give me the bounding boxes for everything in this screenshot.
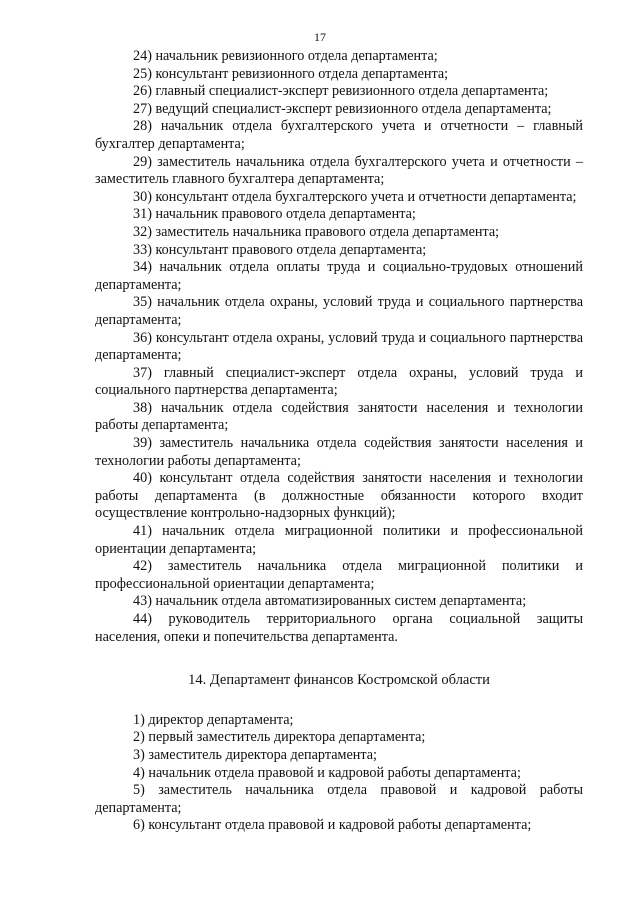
list-item: 1) директор департамента; bbox=[133, 711, 294, 728]
position-list-department-finance bbox=[95, 712, 583, 835]
list-item: 27) ведущий специалист-эксперт ревизионного отдела департамента; bbox=[133, 100, 552, 117]
list-item: 33) консультант правового отдела департамента; bbox=[133, 241, 427, 258]
list-item: 37) главный специалист-эксперт отдела охраны, условий труда и социального партнерства департамента; bbox=[95, 364, 583, 399]
list-item: 25) консультант ревизионного отдела департамента; bbox=[133, 65, 449, 82]
page-number: 17 bbox=[314, 30, 326, 44]
section-heading: 14. Департамент финансов Костромской области bbox=[188, 672, 490, 689]
list-item: 40) консультант отдела содействия занятости населения и технологии работы департамента (в должностные обязанности которого входит осуществление контрольно-надзорных функций); bbox=[95, 470, 583, 522]
list-item: 3) заместитель директора департамента; bbox=[133, 746, 377, 763]
document-body bbox=[95, 48, 583, 835]
list-item: 26) главный специалист-эксперт ревизионного отдела департамента; bbox=[133, 83, 549, 100]
list-item: 4) начальник отдела правовой и кадровой работы департамента; bbox=[133, 764, 521, 781]
list-item: 31) начальник правового отдела департамента; bbox=[133, 206, 416, 223]
list-item: 28) начальник отдела бухгалтерского учета и отчетности – главный бухгалтер департамента; bbox=[95, 118, 583, 152]
list-item: 41) начальник отдела миграционной политики и профессиональной ориентации департамента; bbox=[95, 523, 583, 557]
list-item: 39) заместитель начальника отдела содействия занятости населения и технологии работы департамента; bbox=[95, 435, 583, 469]
list-item: 35) начальник отдела охраны, условий труда и социального партнерства департамента; bbox=[95, 294, 583, 328]
list-item: 34) начальник отдела оплаты труда и социально-трудовых отношений департамента; bbox=[95, 259, 583, 293]
list-item: 2) первый заместитель директора департамента; bbox=[133, 729, 426, 746]
list-item: 43) начальник отдела автоматизированных систем департамента; bbox=[133, 593, 527, 610]
list-item: 32) заместитель начальника правового отдела департамента; bbox=[133, 223, 500, 240]
list-item: 6) консультант отдела правовой и кадровой работы департамента; bbox=[133, 817, 532, 834]
list-item: 5) заместитель начальника отдела правовой и кадровой работы департамента; bbox=[95, 782, 583, 816]
list-item: 38) начальник отдела содействия занятости населения и технологии работы департамента; bbox=[95, 399, 583, 434]
list-item: 24) начальник ревизионного отдела департамента; bbox=[133, 48, 438, 64]
list-item: 44) руководитель территориального органа социальной защиты населения, опеки и попечительства департамента. bbox=[95, 611, 583, 645]
list-item: 42) заместитель начальника отдела миграционной политики и профессиональной ориентации департамента; bbox=[95, 558, 583, 592]
list-item: 30) консультант отдела бухгалтерского учета и отчетности департамента; bbox=[133, 188, 577, 205]
list-item: 36) консультант отдела охраны, условий труда и социального партнерства департамента; bbox=[95, 329, 583, 364]
position-list-department-labor bbox=[95, 48, 583, 646]
list-item: 29) заместитель начальника отдела бухгалтерского учета и отчетности – заместитель главного бухгалтера департамента; bbox=[95, 153, 583, 188]
